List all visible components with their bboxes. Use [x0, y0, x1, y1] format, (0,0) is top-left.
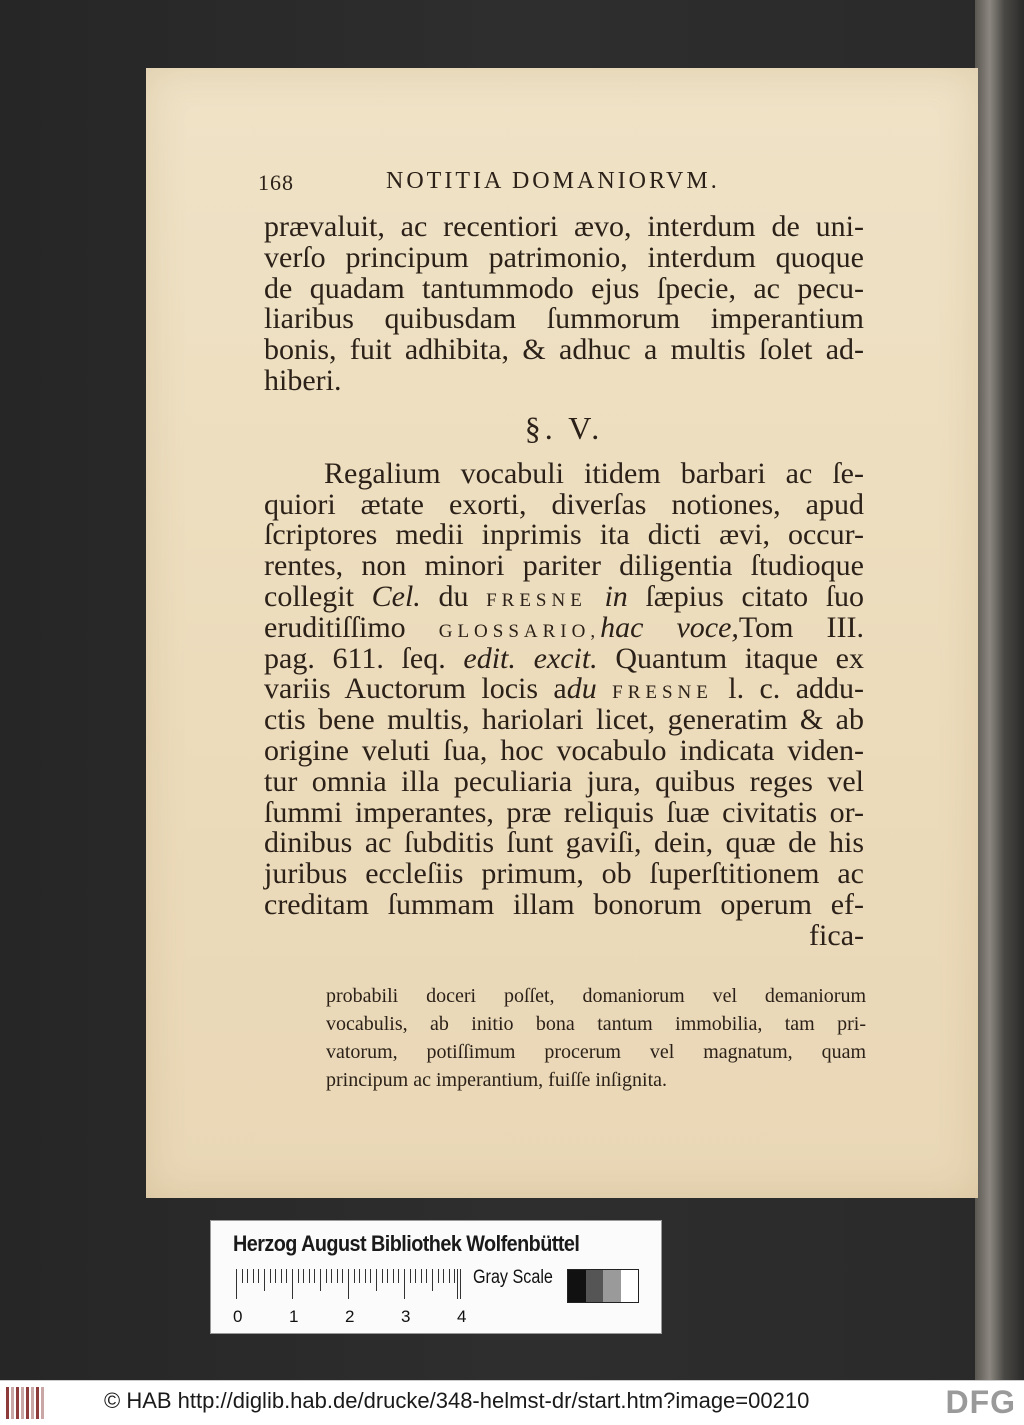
text-run-smallcaps: GLOSSARIO, [438, 620, 601, 642]
scale-number: 1 [289, 1307, 299, 1326]
text-run-italic: du [566, 672, 597, 706]
ruler-tick [331, 1269, 332, 1283]
book-page [146, 68, 978, 1198]
ruler-tick [270, 1269, 271, 1283]
ruler-tick [281, 1269, 282, 1283]
text-line: liaribus quibusdam ſummorum imperantium [264, 302, 864, 336]
text-run: variis Auctorum locis a [264, 672, 567, 706]
catchword: fica- [809, 918, 864, 952]
text-line [264, 610, 865, 644]
hab-logo-icon [6, 1387, 46, 1419]
ruler-tick [264, 1269, 265, 1291]
ruler-tick [286, 1269, 287, 1283]
text-run-smallcaps: FRESNE [486, 589, 587, 611]
ruler-tick [410, 1269, 411, 1283]
ruler-tick [242, 1269, 243, 1283]
footnote-line: vatorum, potiſſimum procerum vel magnatum, quam [326, 1041, 866, 1063]
scale-number: 3 [401, 1307, 411, 1326]
ruler-tick [320, 1269, 321, 1291]
ruler-tick [443, 1269, 444, 1283]
text-run: collegit [264, 579, 354, 613]
ruler-tick [326, 1269, 327, 1283]
ruler-tick [348, 1269, 349, 1299]
ruler-tick [404, 1269, 405, 1299]
text-line: ſummi imperantes, præ reliquis ſuæ civitatis or- [264, 795, 864, 829]
main-text [264, 212, 864, 952]
ruler-tick [236, 1269, 237, 1299]
ruler-tick [298, 1269, 299, 1283]
text-run: du [438, 579, 469, 613]
page-header [146, 164, 978, 204]
ruler-tick [337, 1269, 338, 1283]
text-line: hiberi. [264, 363, 342, 397]
dfg-logo: DFG [945, 1384, 1016, 1420]
book-spine-edge [975, 0, 1024, 1380]
ruler-tick [398, 1269, 399, 1283]
text-line [264, 641, 864, 675]
scale-number: 4 [457, 1307, 467, 1326]
ruler-tick [421, 1269, 422, 1283]
text-line: juribus eccleſiis primum, ob ſuperſtitionem ac [264, 857, 864, 891]
text-line: verſo principum patrimonio, interdum quoque [264, 240, 864, 274]
page-number: 168 [258, 170, 294, 195]
scale-ruler [236, 1269, 464, 1299]
text-run: eruditiſſimo [264, 610, 406, 644]
gray-swatch [621, 1270, 639, 1302]
footnote-line: probabili doceri poſſet, domaniorum vel demaniorum [326, 985, 866, 1007]
color-calibration-bar [210, 1220, 662, 1334]
gray-scale-label: Gray Scale [473, 1267, 553, 1288]
footnote-line: principum ac imperantium, fuiſſe inſignita. [326, 1069, 668, 1091]
ruler-tick [292, 1269, 293, 1299]
divider [457, 1269, 458, 1299]
text-line [264, 579, 865, 613]
section-heading: §. V. [524, 409, 604, 446]
gray-swatch [586, 1270, 604, 1302]
ruler-tick [415, 1269, 416, 1283]
library-name: Herzog August Bibliothek Wolfenbüttel [233, 1231, 580, 1256]
scale-number: 0 [233, 1307, 243, 1326]
text-line: tur omnia illa peculiaria jura, quibus reges vel [264, 764, 864, 798]
text-run: pag. 611. ſeq. [264, 641, 446, 675]
footnote [326, 982, 866, 1094]
ruler-tick [432, 1269, 433, 1291]
text-run-italic: in [604, 579, 628, 613]
ruler-tick [454, 1269, 455, 1283]
text-line [264, 674, 864, 705]
text-line: ctis bene multis, hariolari licet, generatim & ab [264, 703, 864, 737]
text-line: dinibus ac ſubditis ſunt gaviſi, dein, quæ de his [264, 826, 864, 860]
ruler-tick [342, 1269, 343, 1283]
ruler-tick [247, 1269, 248, 1283]
gray-scale-swatches [567, 1269, 639, 1303]
text-run: l. c. addu- [728, 672, 864, 706]
ruler-tick [303, 1269, 304, 1283]
text-line: bonis, fuit adhibita, & adhuc a multis ſolet ad- [264, 333, 864, 367]
footnote-line: vocabulis, ab initio bona tantum immobilia, tam pri- [326, 1013, 866, 1035]
ruler-tick [359, 1269, 360, 1283]
text-run-italic: hac voce, [600, 610, 739, 644]
gray-swatch [603, 1270, 621, 1302]
ruler-tick [309, 1269, 310, 1283]
text-line: rentes, non minori pariter diligentia ſtudioque [264, 549, 864, 583]
ruler-tick [365, 1269, 366, 1283]
ruler-tick [460, 1269, 461, 1299]
text-run-italic: Cel. [371, 579, 421, 613]
ruler-tick [382, 1269, 383, 1283]
ruler-tick [370, 1269, 371, 1283]
text-run-smallcaps: FRESNE [612, 682, 713, 704]
ruler-tick [258, 1269, 259, 1283]
text-line: de quadam tantummodo ejus ſpecie, ac pecu- [264, 271, 864, 305]
ruler-tick [449, 1269, 450, 1283]
footer-url[interactable]: © HAB http://diglib.hab.de/drucke/348-helmst-dr/start.htm?image=00210 [104, 1388, 810, 1413]
ruler-tick [253, 1269, 254, 1283]
ruler-tick [314, 1269, 315, 1283]
text-line: quiori ætate exorti, diverſas notiones, apud [264, 487, 864, 521]
ruler-tick [387, 1269, 388, 1283]
gray-swatch [568, 1270, 586, 1302]
ruler-tick [275, 1269, 276, 1283]
text-run: Tom III. [738, 610, 865, 644]
ruler-tick [426, 1269, 427, 1283]
footer-bar [0, 1380, 1024, 1425]
text-run: ſæpius citato ſuo [645, 579, 865, 613]
text-line: creditam ſummam illam bonorum operum ef- [264, 887, 864, 921]
text-line: Regalium vocabuli itidem barbari ac ſe- [324, 456, 864, 490]
ruler-tick [438, 1269, 439, 1283]
text-line: ſcriptores medii inprimis ita dicti ævi, occur- [264, 518, 864, 552]
ruler-tick [376, 1269, 377, 1291]
text-run: Quantum itaque ex [615, 641, 864, 675]
ruler-tick [354, 1269, 355, 1283]
text-line: origine veluti ſua, hoc vocabulo indicata viden- [264, 733, 864, 767]
running-head: NOTITIA DOMANIORVM. [386, 168, 720, 194]
text-run-italic: edit. excit. [463, 641, 598, 675]
scale-number: 2 [345, 1307, 355, 1326]
text-line: prævaluit, ac recentiori ævo, interdum de uni- [264, 210, 864, 243]
ruler-tick [393, 1269, 394, 1283]
